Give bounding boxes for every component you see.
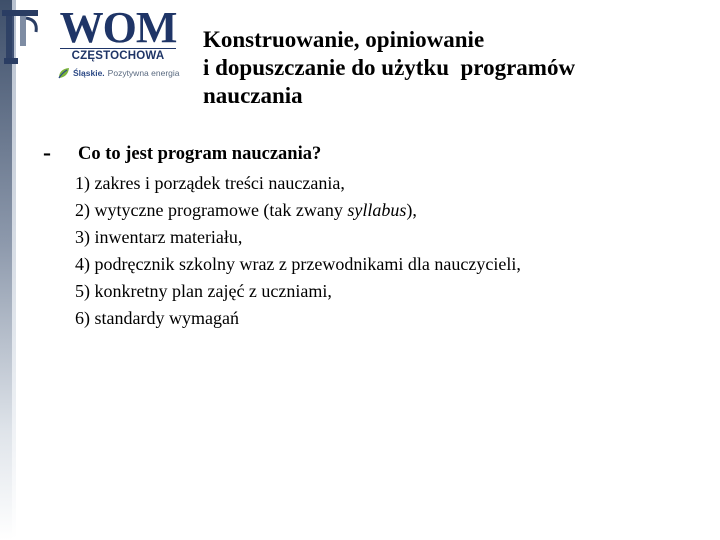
title-line-3: nauczania xyxy=(203,83,303,108)
region-slogan: Pozytywna energia xyxy=(107,68,180,78)
list-item: 1) zakres i porządek treści nauczania, xyxy=(75,173,345,193)
list-item xyxy=(75,197,521,224)
list-item: 6) standardy wymagań xyxy=(75,308,239,328)
bullet-dash: - xyxy=(43,140,51,166)
title-line-2: i dopuszczanie do użytku programów xyxy=(203,55,576,80)
wom-logo-wordmark: WOM xyxy=(59,3,177,52)
list-item-prefix: 2) wytyczne programowe (tak zwany xyxy=(75,200,348,220)
list-item-suffix: ), xyxy=(406,200,417,220)
left-decorative-stripe-light xyxy=(12,0,16,540)
slide-title xyxy=(203,26,703,110)
left-decorative-stripe xyxy=(0,0,12,540)
emblem-icon xyxy=(0,8,42,66)
wom-logo-city: CZĘSTOCHOWA xyxy=(60,48,176,63)
list-item: 4) podręcznik szkolny wraz z przewodnikami dla nauczycieli, xyxy=(75,254,521,274)
list-item: 5) konkretny plan zajęć z uczniami, xyxy=(75,281,332,301)
region-leaf-icon xyxy=(58,67,70,79)
list-item: 3) inwentarz materiału, xyxy=(75,227,243,247)
answer-list xyxy=(75,170,521,332)
list-item-emphasis: syllabus xyxy=(347,200,407,220)
question-heading: Co to jest program nauczania? xyxy=(78,144,322,164)
region-name: Śląskie. xyxy=(73,68,105,78)
wom-logo xyxy=(56,3,180,63)
title-line-1: Konstruowanie, opiniowanie xyxy=(203,27,485,52)
region-logo xyxy=(58,66,180,80)
